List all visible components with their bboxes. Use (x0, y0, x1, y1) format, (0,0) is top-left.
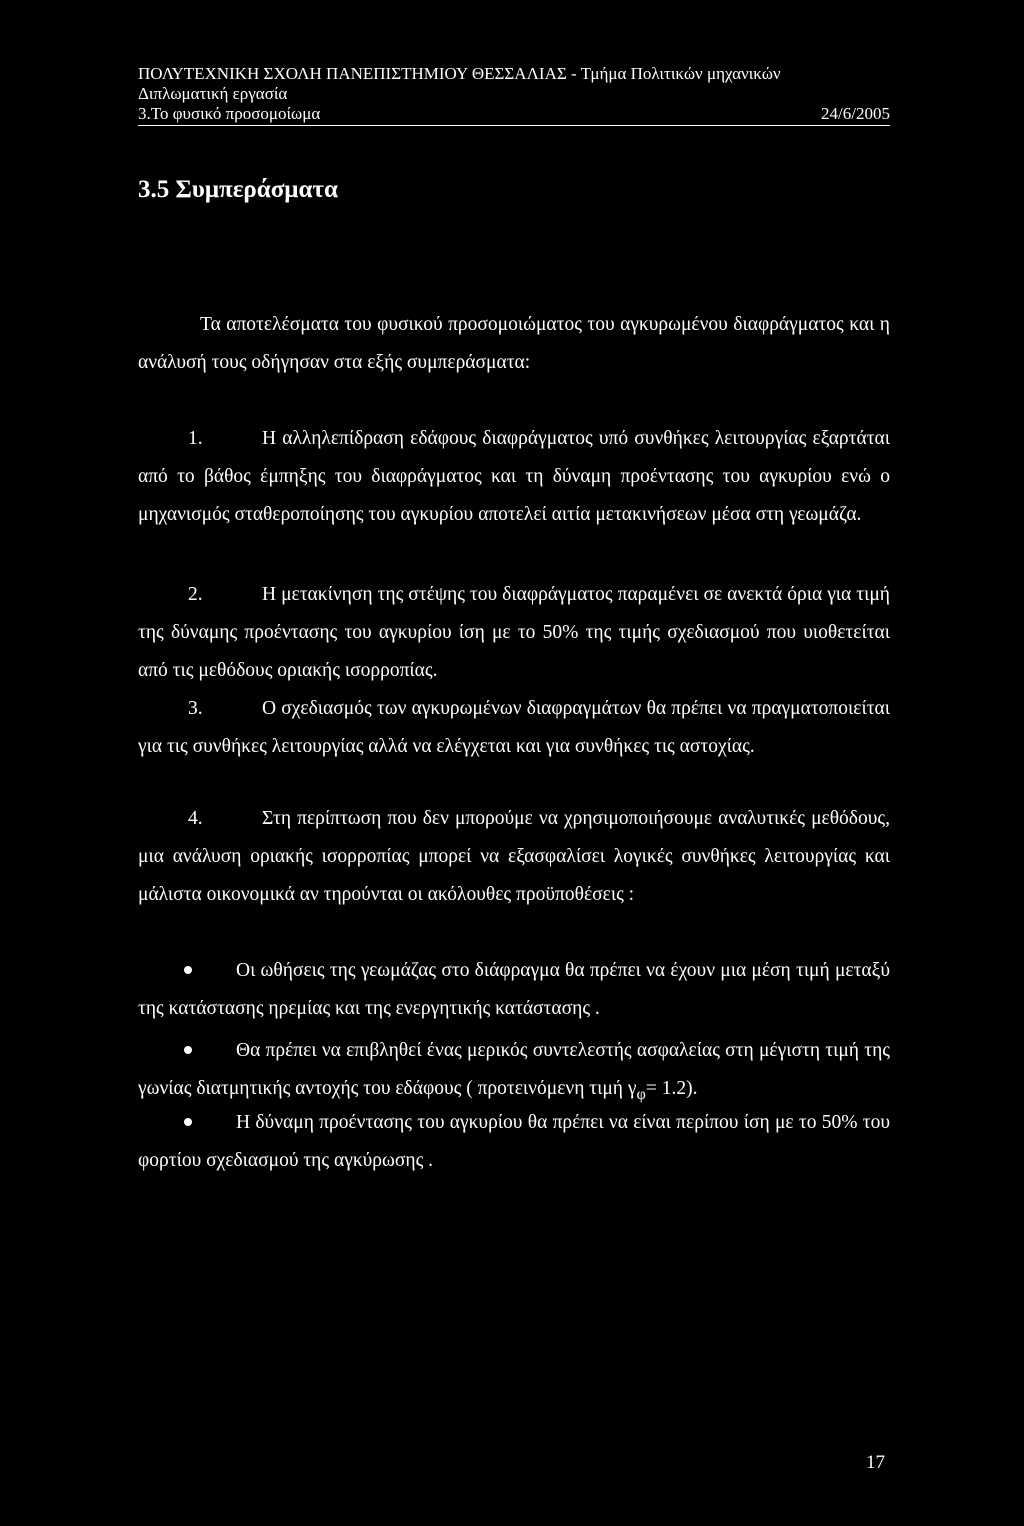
item-text: Η αλληλεπίδραση εδάφους διαφράγματος υπό συνθήκες λειτουργίας εξαρτάται από το βάθος έμπηξης του διαφράγματος και τη δύναμη προέντασης του αγκυρίου ενώ ο μηχανισμός σταθεροποίησης του αγκυρίου αποτελεί αιτία μετακινήσεων μέσα στη γεωμάζα. (138, 428, 890, 525)
bullet-item-1 (138, 952, 890, 1028)
item-text: Η μετακίνηση της στέψης του διαφράγματος παραμένει σε ανεκτά όρια για τιμή της δύναμης προέντασης του αγκυρίου ίση με το 50% της τιμής σχεδιασμού που υιοθετείται από τις μεθόδους οριακής ισορροπίας. (138, 584, 890, 681)
bullet-text: Η δύναμη προέντασης του αγκυρίου θα πρέπει να είναι περίπου ίση με το 50% του φορτίου σχεδιασμού της αγκύρωσης . (138, 1112, 890, 1171)
page-number: 17 (866, 1452, 885, 1473)
bullet-item-2 (138, 1032, 890, 1113)
conclusion-item-3 (138, 690, 890, 766)
header-chapter: 3.Το φυσικό προσομοίωμα (138, 104, 321, 123)
item-text: Στη περίπτωση που δεν μπορούμε να χρησιμοποιήσουμε αναλυτικές μεθόδους, μια ανάλυση οριακής ισορροπίας μπορεί να εξασφαλίσει λογικές συνθήκες λειτουργίας και μάλιστα οικονομικά αν τηρούνται οι ακόλουθες προϋποθέσεις : (138, 808, 890, 905)
bullet-item-3 (138, 1104, 890, 1180)
item-number: 3. (188, 698, 203, 719)
header-chapter-line (138, 104, 890, 126)
item-number: 4. (188, 808, 203, 829)
conclusion-item-4 (138, 800, 890, 914)
page-header (138, 64, 890, 126)
item-text: Ο σχεδιασμός των αγκυρωμένων διαφραγμάτων θα πρέπει να πραγματοποιείται για τις συνθήκες λειτουργίας αλλά να ελέγχεται και για συνθήκες τις αστοχίας. (138, 698, 890, 757)
bullet-text-end: = 1.2). (645, 1078, 698, 1099)
bullet-dot-icon (184, 966, 192, 974)
header-institution: ΠΟΛΥΤΕΧΝΙΚΗ ΣΧΟΛΗ ΠΑΝΕΠΙΣΤΗΜΙΟΥ ΘΕΣΣΑΛΙΑΣ - Τμήμα Πολιτικών μηχανικών (138, 64, 781, 83)
header-document-type: Διπλωματική εργασία (138, 84, 288, 103)
intro-paragraph: Τα αποτελέσματα του φυσικού προσομοιώματος του αγκυρωμένου διαφράγματος και η ανάλυσή τους οδήγησαν στα εξής συμπεράσματα: (138, 314, 890, 373)
bullet-subscript: φ (636, 1084, 646, 1103)
conclusion-item-1 (138, 420, 890, 534)
section-title: 3.5 Συμπεράσματα (138, 176, 338, 203)
bullet-dot-icon (184, 1118, 192, 1126)
bullet-dot-icon (184, 1046, 192, 1054)
conclusion-item-2 (138, 576, 890, 690)
item-number: 1. (188, 428, 203, 449)
bullet-text: Θα πρέπει να επιβληθεί ένας μερικός συντελεστής ασφαλείας στη μέγιστη τιμή της γωνίας διατμητικής αντοχής του εδάφους ( προτεινόμενη τιμή γ (138, 1040, 890, 1099)
bullet-text: Οι ωθήσεις της γεωμάζας στο διάφραγμα θα πρέπει να έχουν μια μέση τιμή μεταξύ της κατάστασης ηρεμίας και της ενεργητικής κατάστασης . (138, 960, 890, 1019)
header-date: 24/6/2005 (821, 104, 890, 123)
item-number: 2. (188, 584, 203, 605)
